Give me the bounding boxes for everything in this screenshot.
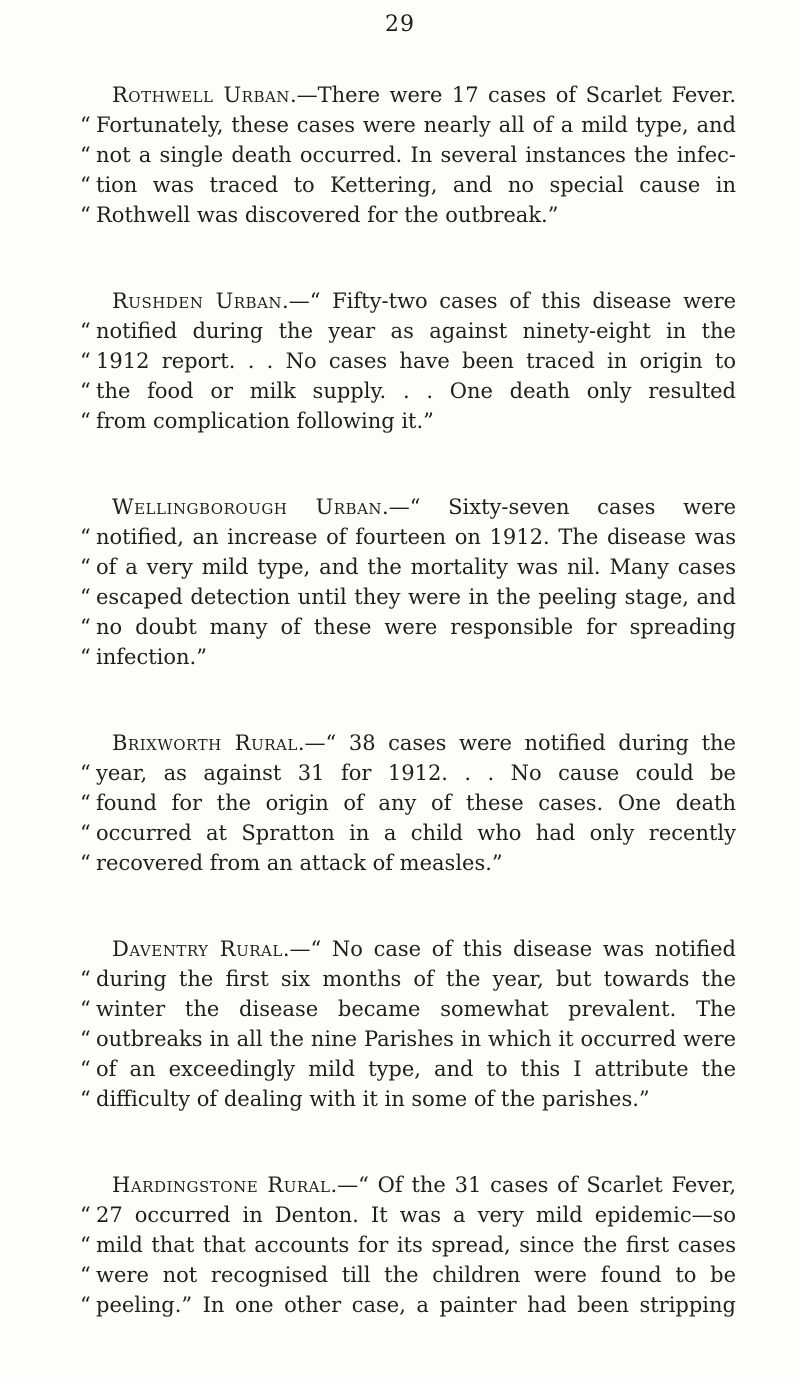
quote-mark: “ — [80, 1263, 91, 1287]
line-text: 27 occurred in Denton. It was a very mild epidemic—so — [96, 1203, 736, 1227]
paragraph-line — [80, 1024, 736, 1054]
line-text: winter the disease became somewhat prevalent. The — [96, 997, 736, 1021]
paragraph-line — [80, 788, 736, 818]
quote-mark: “ — [80, 851, 91, 875]
line-text: .—“ No case of this disease was notified — [282, 937, 736, 961]
paragraph-line — [80, 612, 736, 642]
line-text: outbreaks in all the nine Parishes in which it occurred were — [96, 1027, 736, 1051]
paragraph-line — [80, 200, 736, 230]
quote-mark: “ — [80, 379, 91, 403]
line-text: .—“ Of the 31 cases of Scarlet Fever, — [330, 1173, 736, 1197]
paragraph-line — [80, 1290, 736, 1320]
paragraph-line — [80, 994, 736, 1024]
line-text: year, as against 31 for 1912. . . No cause could be — [96, 761, 736, 785]
line-text: not a single death occurred. In several instances the infec- — [96, 143, 736, 167]
line-text: mild that that accounts for its spread, since the first cases — [96, 1233, 736, 1257]
section-first-line — [80, 286, 736, 316]
line-text: difficulty of dealing with it in some of the parishes.” — [96, 1087, 650, 1111]
line-text: occurred at Spratton in a child who had only recently — [96, 821, 736, 845]
line-text: .—“ Fifty-two cases of this disease were — [282, 289, 736, 313]
paragraph-line — [80, 406, 736, 436]
quote-mark: “ — [80, 349, 91, 373]
paragraph-line — [80, 1200, 736, 1230]
section-daventry-rural — [80, 934, 736, 1114]
line-text: infection.” — [96, 645, 207, 669]
quote-mark: “ — [80, 585, 91, 609]
quote-mark: “ — [80, 319, 91, 343]
quote-mark: “ — [80, 615, 91, 639]
section-heading: Rushden Urban — [112, 289, 283, 313]
paragraph-line — [80, 110, 736, 140]
section-heading: Hardingstone Rural — [112, 1173, 331, 1197]
quote-mark: “ — [80, 525, 91, 549]
line-text: the food or milk supply. . . One death only resulted — [96, 379, 736, 403]
quote-mark: “ — [80, 1203, 91, 1227]
quote-mark: “ — [80, 113, 91, 137]
line-text: from complication following it.” — [96, 409, 434, 433]
quote-mark: “ — [80, 1087, 91, 1111]
paragraph-line — [80, 964, 736, 994]
section-first-line — [80, 934, 736, 964]
line-text: no doubt many of these were responsible for spreading — [96, 615, 736, 639]
section-hardingstone-rural — [80, 1170, 736, 1320]
quote-mark: “ — [80, 173, 91, 197]
paragraph-line — [80, 376, 736, 406]
quote-mark: “ — [80, 645, 91, 669]
paragraph-line — [80, 346, 736, 376]
quote-mark: “ — [80, 997, 91, 1021]
line-text: .—“ Sixty-seven cases were — [382, 495, 736, 519]
quote-mark: “ — [80, 203, 91, 227]
paragraph-line — [80, 1084, 736, 1114]
line-text: escaped detection until they were in the peeling stage, and — [96, 585, 736, 609]
section-heading: Rothwell Urban — [112, 83, 290, 107]
paragraph-line — [80, 1054, 736, 1084]
section-first-line — [80, 492, 736, 522]
quote-mark: “ — [80, 409, 91, 433]
line-text: were not recognised till the children were found to be — [96, 1263, 736, 1287]
paragraph-line — [80, 140, 736, 170]
paragraph-line — [80, 522, 736, 552]
section-rothwell-urban — [80, 80, 736, 230]
quote-mark: “ — [80, 1293, 91, 1317]
page-number: 29 — [385, 12, 415, 37]
quote-mark: “ — [80, 1233, 91, 1257]
quote-mark: “ — [80, 761, 91, 785]
section-first-line — [80, 728, 736, 758]
quote-mark: “ — [80, 143, 91, 167]
quote-mark: “ — [80, 967, 91, 991]
paragraph-line — [80, 1260, 736, 1290]
line-text: tion was traced to Kettering, and no special cause in — [96, 173, 736, 197]
line-text: notified during the year as against ninety-eight in the — [96, 319, 736, 343]
line-text: Rothwell was discovered for the outbreak.” — [96, 203, 559, 227]
section-heading: Daventry Rural — [112, 937, 283, 961]
line-text: notified, an increase of fourteen on 1912. The disease was — [96, 525, 736, 549]
quote-mark: “ — [80, 1057, 91, 1081]
line-text: during the first six months of the year, but towards the — [96, 967, 736, 991]
quote-mark: “ — [80, 791, 91, 815]
paragraph-line — [80, 316, 736, 346]
line-text: found for the origin of any of these cases. One death — [96, 791, 736, 815]
line-text: recovered from an attack of measles.” — [96, 851, 503, 875]
paragraph-line — [80, 170, 736, 200]
section-rushden-urban — [80, 286, 736, 436]
line-text: of a very mild type, and the mortality was nil. Many cases — [96, 555, 736, 579]
paragraph-line — [80, 1230, 736, 1260]
section-heading: Brixworth Rural — [112, 731, 298, 755]
line-text: Fortunately, these cases were nearly all of a mild type, and — [96, 113, 736, 137]
paragraph-line — [80, 848, 736, 878]
paragraph-line — [80, 818, 736, 848]
section-brixworth-rural — [80, 728, 736, 878]
paragraph-line — [80, 642, 736, 672]
section-first-line — [80, 1170, 736, 1200]
section-wellingborough-urban — [80, 492, 736, 672]
quote-mark: “ — [80, 1027, 91, 1051]
paragraph-line — [80, 552, 736, 582]
line-text: .—There were 17 cases of Scarlet Fever. — [289, 83, 736, 107]
section-heading: Wellingborough Urban — [112, 495, 383, 519]
quote-mark: “ — [80, 821, 91, 845]
line-text: of an exceedingly mild type, and to this I attribute the — [96, 1057, 736, 1081]
section-first-line — [80, 80, 736, 110]
line-text: .—“ 38 cases were notified during the — [297, 731, 736, 755]
line-text: peeling.” In one other case, a painter had been stripping — [96, 1293, 736, 1317]
paragraph-line — [80, 758, 736, 788]
paragraph-line — [80, 582, 736, 612]
line-text: 1912 report. . . No cases have been traced in origin to — [96, 349, 736, 373]
quote-mark: “ — [80, 555, 91, 579]
